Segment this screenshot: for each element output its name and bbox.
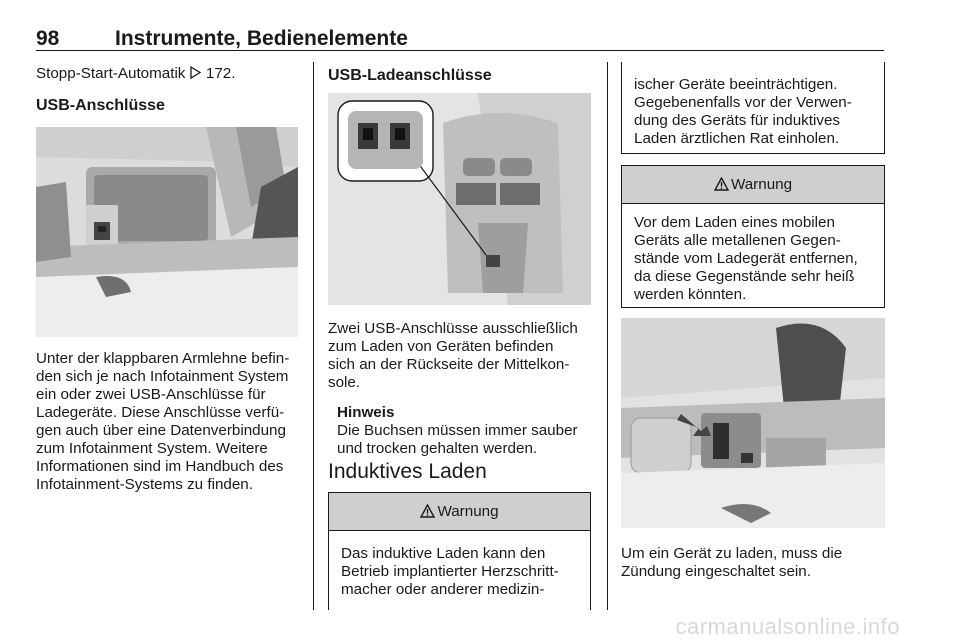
rear-console-usb-photo bbox=[328, 93, 591, 305]
text-line: und trocken gehalten werden. bbox=[337, 440, 538, 457]
text-line: dung des Geräts für induktives bbox=[634, 112, 840, 129]
warning-box-inductive bbox=[328, 492, 591, 610]
section-heading-inductive: Induktives Laden bbox=[328, 460, 487, 483]
text-line: Laden ärztlichen Rat einholen. bbox=[634, 130, 840, 147]
text-line: macher oder anderer medizin- bbox=[341, 581, 545, 598]
text-line: Zwei USB-Anschlüsse ausschließlich bbox=[328, 320, 578, 337]
section-heading-usb-charging: USB-Ladeanschlüsse bbox=[328, 67, 492, 84]
text-line: zum Infotainment System. Weitere bbox=[36, 440, 268, 457]
warning-body bbox=[622, 204, 884, 304]
usb-paragraph bbox=[36, 350, 302, 494]
text-line: Um ein Gerät zu laden, muss die bbox=[621, 545, 843, 562]
text-line: Unter der klappbaren Armlehne befin- bbox=[36, 350, 290, 367]
note-title: Hinweis bbox=[337, 404, 395, 421]
text-line: sich an der Rückseite der Mittelkon- bbox=[328, 356, 570, 373]
crossref-page-link[interactable]: 172. bbox=[205, 65, 236, 82]
warning-continuation-box bbox=[621, 62, 885, 154]
text-line: ein oder zwei USB-Anschlüsse für bbox=[36, 386, 266, 403]
text-line: Das induktive Laden kann den bbox=[341, 545, 546, 562]
usb-charging-paragraph bbox=[328, 320, 598, 392]
warning-continuation-text bbox=[622, 62, 884, 148]
column-divider-2 bbox=[607, 62, 608, 610]
crossref-text: Stopp-Start-Automatik bbox=[36, 65, 186, 82]
text-line: Ladegeräte. Diese Anschlüsse verfü- bbox=[36, 404, 285, 421]
text-line: Infotainment-Systems zu finden. bbox=[36, 476, 253, 493]
crossref-arrow-icon bbox=[190, 66, 202, 84]
warning-title: Warnung bbox=[437, 503, 499, 520]
text-line: Betrieb implantierter Herzschritt- bbox=[341, 563, 559, 580]
text-line: Informationen sind im Handbuch des bbox=[36, 458, 284, 475]
warning-header bbox=[622, 166, 884, 204]
text-line: Vor dem Laden eines mobilen bbox=[634, 214, 835, 231]
warning-triangle-icon bbox=[420, 495, 435, 533]
text-line: da diese Gegenstände sehr heiß bbox=[634, 268, 855, 285]
text-line: gen auch über eine Datenverbindung bbox=[36, 422, 286, 439]
armrest-usb-photo bbox=[36, 127, 298, 337]
text-line: werden könnten. bbox=[634, 286, 747, 303]
warning-body bbox=[329, 531, 590, 599]
inductive-charger-photo bbox=[621, 318, 885, 528]
footer-watermark: carmanualsonline.info bbox=[675, 614, 900, 639]
text-line: Gegebenenfalls vor der Verwen- bbox=[634, 94, 852, 111]
header-rule bbox=[36, 50, 884, 51]
text-line: Geräts alle metallenen Gegen- bbox=[634, 232, 841, 249]
column-divider-1 bbox=[313, 62, 314, 610]
warning-box-metal-objects bbox=[621, 165, 885, 308]
text-line: sole. bbox=[328, 374, 361, 391]
warning-header bbox=[329, 493, 590, 531]
text-line: zum Laden von Geräten befinden bbox=[328, 338, 554, 355]
text-line: Zündung eingeschaltet sein. bbox=[621, 563, 811, 580]
crossref-line bbox=[36, 65, 235, 84]
text-line: Die Buchsen müssen immer sauber bbox=[337, 422, 578, 439]
page-title: Instrumente, Bedienelemente bbox=[115, 27, 408, 50]
page-number: 98 bbox=[36, 27, 60, 50]
warning-triangle-icon bbox=[714, 168, 729, 206]
warning-title: Warnung bbox=[730, 176, 793, 193]
text-line: den sich je nach Infotainment System bbox=[36, 368, 289, 385]
text-line: ischer Geräte beeinträchtigen. bbox=[634, 76, 838, 93]
note-block bbox=[337, 404, 599, 458]
charging-ignition-paragraph bbox=[621, 545, 885, 581]
text-line: stände vom Ladegerät entfernen, bbox=[634, 250, 858, 267]
section-heading-usb: USB-Anschlüsse bbox=[36, 97, 165, 114]
